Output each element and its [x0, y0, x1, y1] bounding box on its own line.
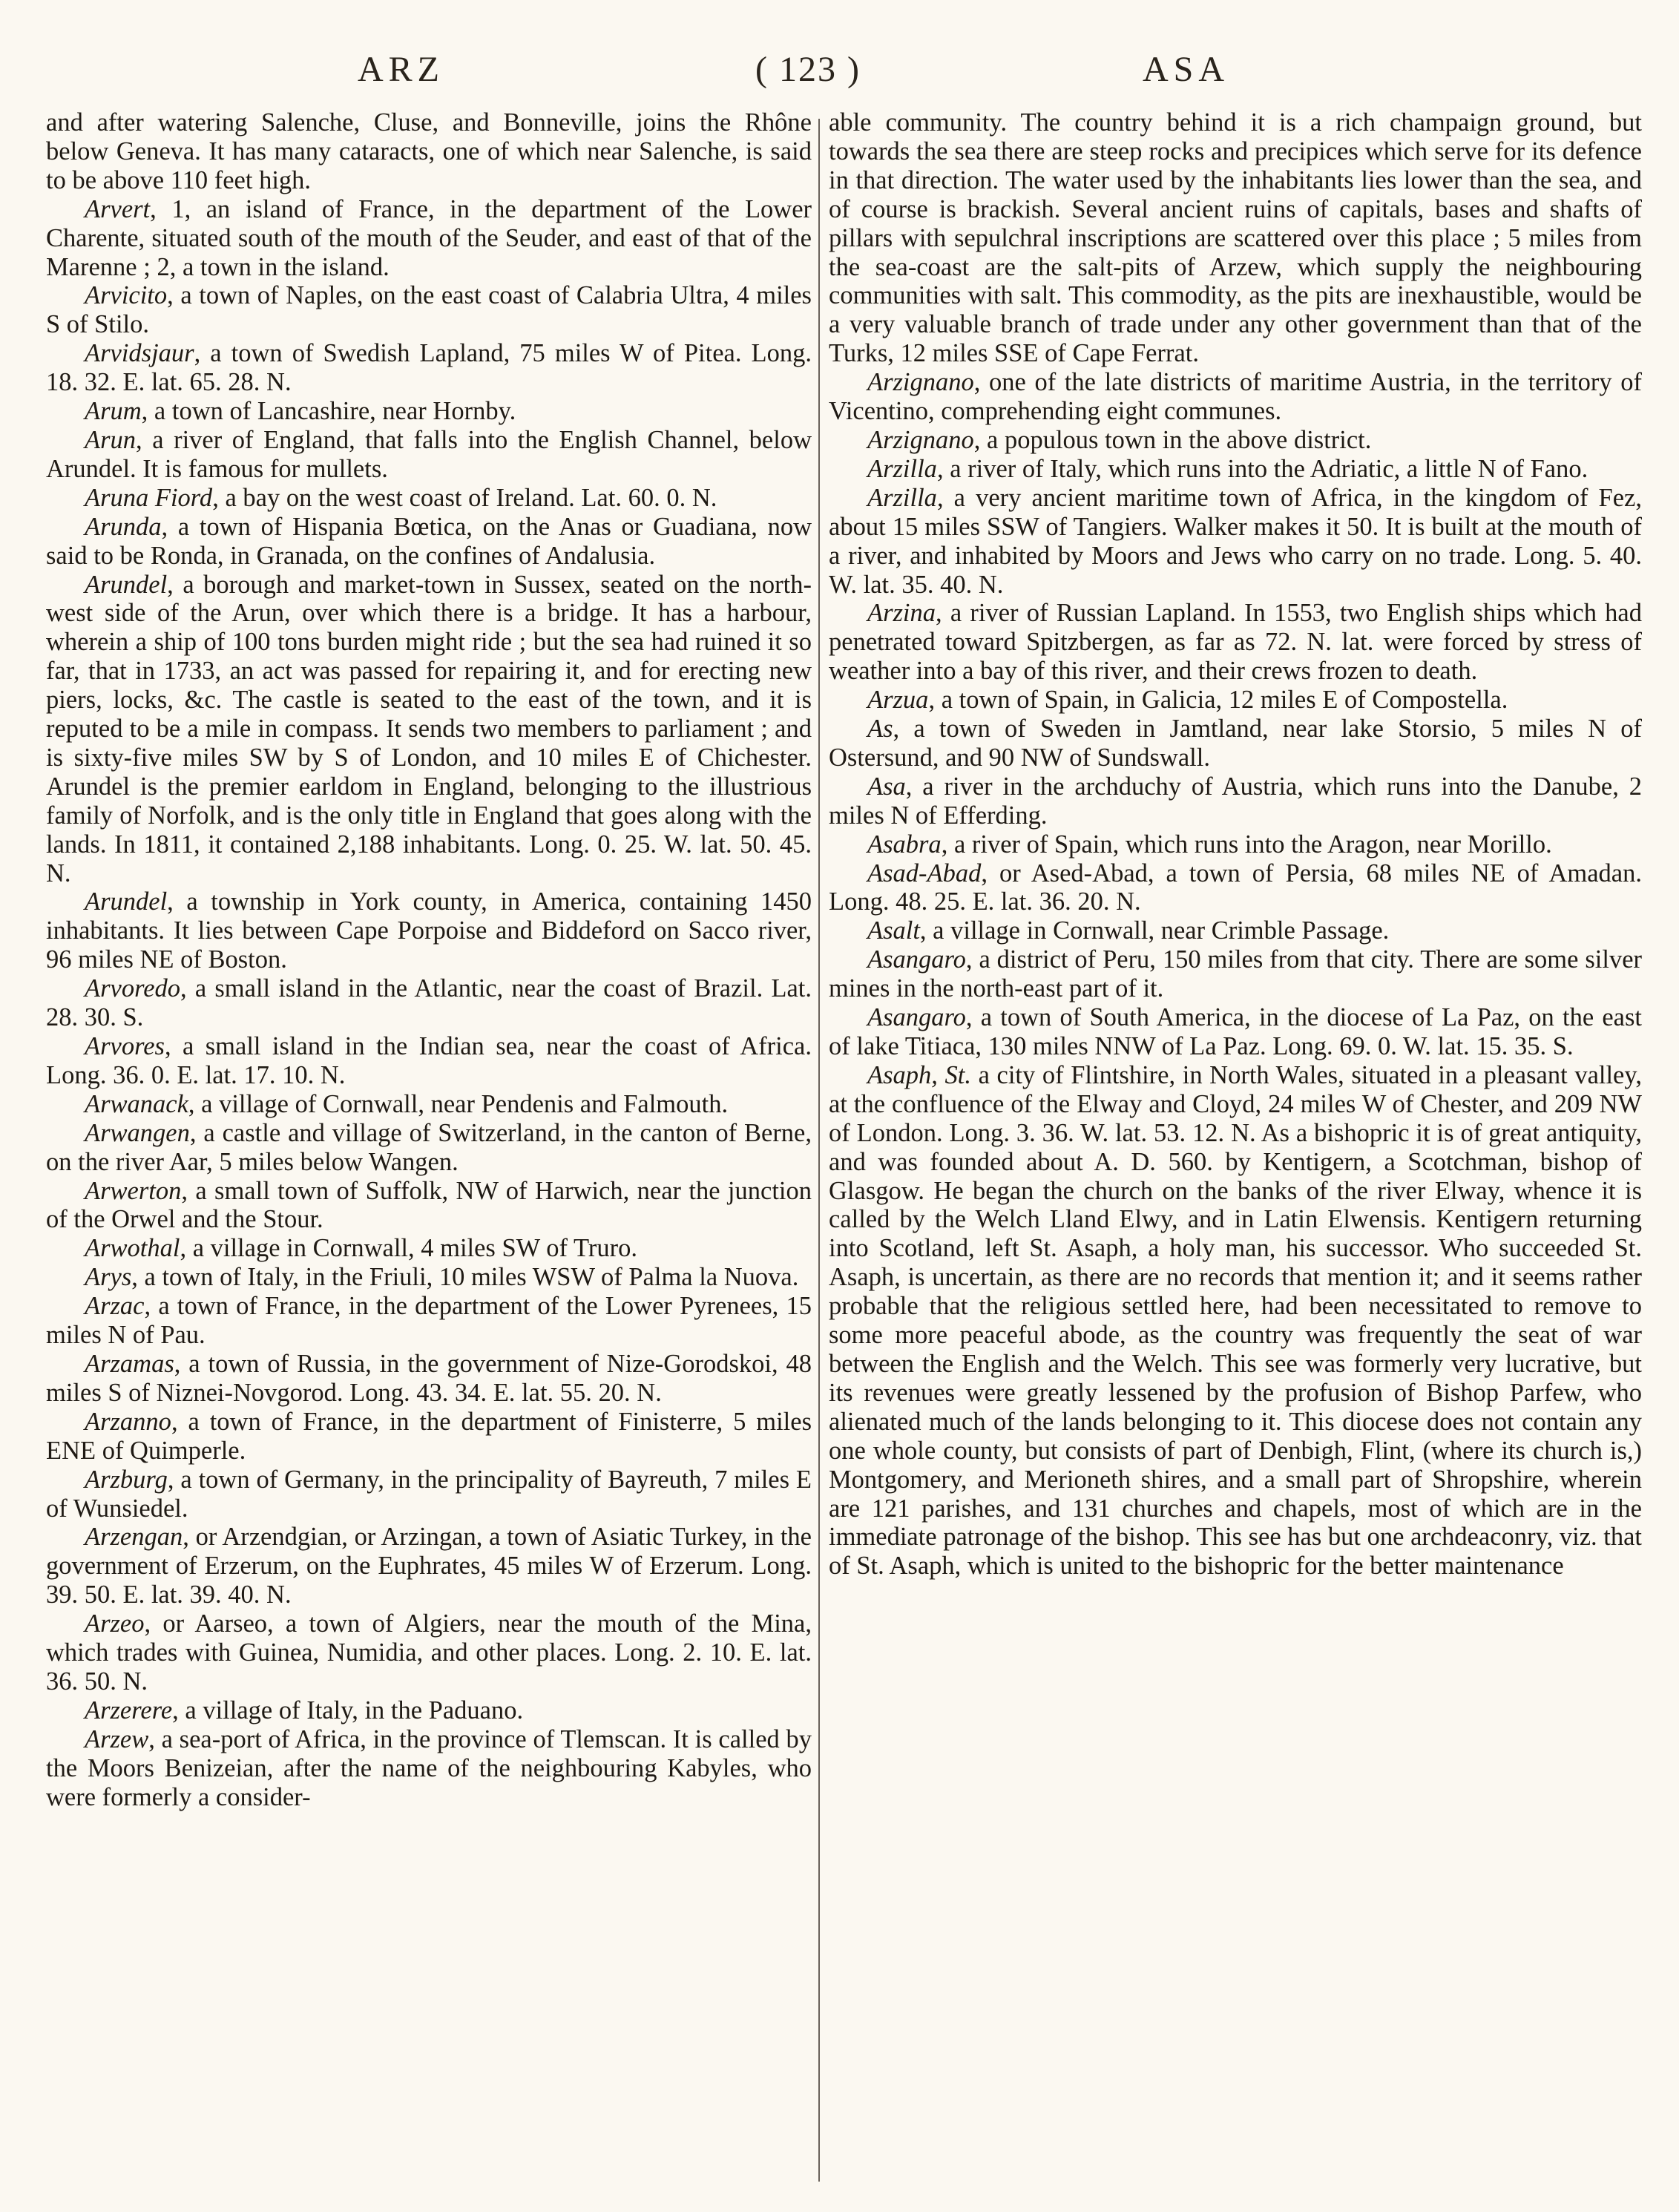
entry-text: , a town of Sweden in Jamtland, near lake Storsio, 5 miles N of Ostersund, and 90 NW of Sundswall. [829, 715, 1642, 772]
entry-text: , a town of Naples, on the east coast of Calabria Ultra, 4 miles S of Stilo. [46, 281, 812, 339]
gazetteer-entry [829, 599, 1642, 686]
gazetteer-entry [829, 484, 1642, 600]
entry-headword: Arvores [85, 1032, 165, 1060]
entry-text: , a town of Spain, in Galicia, 12 miles E of Compostella. [928, 686, 1508, 715]
gazetteer-entry [46, 571, 812, 888]
entry-headword: Asalt [867, 916, 920, 945]
entry-text: , a village of Italy, in the Paduano. [172, 1696, 524, 1724]
entry-headword: Arum [85, 397, 142, 426]
entry-headword: Asangaro [867, 1003, 966, 1032]
entry-text: , a town of Germany, in the principality of Bayreuth, 7 miles E of Wunsiedel. [46, 1465, 812, 1523]
entry-headword: Arzanno [85, 1407, 171, 1436]
entry-headword: Arwanack [85, 1089, 188, 1118]
entry-headword: Asabra [867, 830, 942, 859]
header-right-catchword: ASA [1143, 50, 1230, 89]
entry-text: , a town of France, in the department of Finisterre, 5 miles ENE of Quimperle. [46, 1407, 812, 1465]
gazetteer-entry [829, 686, 1642, 715]
gazetteer-entry [46, 426, 812, 484]
gazetteer-entry [829, 715, 1642, 772]
gazetteer-entry [829, 830, 1642, 859]
gazetteer-entry [46, 887, 812, 974]
gazetteer-entry [46, 281, 812, 339]
gazetteer-entry [46, 1119, 812, 1177]
entry-headword: As [867, 715, 893, 744]
entry-headword: Arys [85, 1263, 132, 1292]
entry-text: , a town of South America, in the diocese of La Paz, on the east of lake Titiaca, 130 miles NNW of La Paz. Long. 69. 0. W. lat. 15. 35. S. [829, 1003, 1642, 1060]
entry-text: , a small island in the Atlantic, near the coast of Brazil. Lat. 28. 30. S. [46, 974, 812, 1032]
entry-text: , a village in Cornwall, near Crimble Passage. [919, 916, 1390, 945]
gazetteer-entry [829, 1003, 1642, 1061]
entry-text: , a village of Cornwall, near Pendenis and Falmouth. [188, 1089, 729, 1118]
entry-text: and after watering Salenche, Cluse, and Bonneville, joins the Rhône below Geneva. It has many cataracts, one of which near Salenche, is said to be above 110 feet high. [46, 108, 812, 194]
entry-text: , a river of England, that falls into the English Channel, below Arundel. It is famous for mullets. [46, 425, 812, 483]
continued-text [829, 108, 1642, 368]
entry-headword: Asa [867, 772, 906, 801]
gazetteer-entry [829, 945, 1642, 1003]
continued-text [46, 108, 812, 195]
entry-headword: Arzew [85, 1724, 149, 1753]
entry-text: , a sea-port of Africa, in the province of Tlemscan. It is called by the Moors Benizeian, after the name of the neighbouring Kabyles, who were formerly a consider- [46, 1724, 812, 1811]
gazetteer-entry [829, 859, 1642, 917]
entry-text: , or Aarseo, a town of Algiers, near the mouth of the Mina, which trades with Guinea, Numidia, and other places. Long. 2. 10. E. lat. 36. 50. N. [46, 1609, 812, 1696]
gazetteer-entry [46, 1466, 812, 1523]
entry-headword: Arvidsjaur [85, 339, 194, 368]
entry-text: able community. The country behind it is a rich champaign ground, but towards the sea there are steep rocks and precipices which serve for its defence in that direction. The water used by the inhabitants lies lower than the sea, and of course is brackish. Several ancient ruins of capitals, bases and shafts of pillars with sepulchral inscriptions are scattered over this place ; 5 miles from the sea-coast are the salt-pits of Arzew, which supply the neighbouring communities with salt. This commodity, as the pits are inexhaustible, would be a very valuable branch of trade under any other government than that of the Turks, 12 miles SSE of Cape Ferrat. [829, 108, 1642, 368]
column-divider [818, 119, 820, 2182]
entry-headword: Arwangen [85, 1118, 190, 1147]
entry-text: , a township in York county, in America, containing 1450 inhabitants. It lies between Cape Porpoise and Biddeford on Sacco river, 96 miles NE of Boston. [46, 887, 812, 974]
entry-text: , a bay on the west coast of Ireland. Lat. 60. 0. N. [212, 483, 717, 512]
entry-text: , a town of Swedish Lapland, 75 miles W of Pitea. Long. 18. 32. E. lat. 65. 28. N. [46, 339, 812, 397]
gazetteer-entry [829, 916, 1642, 945]
right-column [829, 108, 1642, 1581]
entry-headword: Arzac [85, 1292, 145, 1321]
left-column [46, 108, 812, 1811]
entry-headword: Arun [85, 425, 136, 454]
entry-headword: Arzua [867, 686, 929, 715]
entry-text: , a small island in the Indian sea, near the coast of Africa. Long. 36. 0. E. lat. 17. 10. N. [46, 1032, 812, 1089]
entry-text: , a town of Italy, in the Friuli, 10 miles WSW of Palma la Nuova. [131, 1263, 799, 1292]
entry-headword: Arzburg [85, 1465, 168, 1494]
entry-headword: Arundel [85, 570, 168, 599]
gazetteer-entry [829, 1061, 1642, 1581]
gazetteer-entry [46, 513, 812, 571]
entry-headword: Arwerton [85, 1176, 182, 1205]
entry-headword: Arzeo [85, 1609, 145, 1638]
entry-headword: Aruna Fiord [85, 483, 213, 512]
entry-text: , a village in Cornwall, 4 miles SW of Truro. [180, 1234, 637, 1263]
entry-text: , a castle and village of Switzerland, in the canton of Berne, on the river Aar, 5 miles below Wangen. [46, 1118, 812, 1176]
entry-headword: Arvoredo [85, 974, 181, 1003]
entry-headword: Arzina [867, 599, 936, 628]
entry-headword: Asangaro [867, 945, 966, 974]
gazetteer-entry [829, 772, 1642, 830]
entry-text: , a very ancient maritime town of Africa, in the kingdom of Fez, about 15 miles SSW of Tangiers. Walker makes it 50. It is built at the mouth of a river, and inhabited by Moors and Jews who carry on no trade. Long. 5. 40. W. lat. 35. 40. N. [829, 483, 1642, 599]
entry-headword: Arzignano [867, 425, 974, 454]
gazetteer-entry [829, 426, 1642, 455]
entry-headword: Arzerere [85, 1696, 173, 1724]
gazetteer-entry [46, 1090, 812, 1119]
gazetteer-entry [46, 484, 812, 513]
entry-text: , a river of Russian Lapland. In 1553, two English ships which had penetrated toward Spitzbergen, as far as 72. N. lat. were forced by stress of weather into a bay of this river, and their crews frozen to death. [829, 599, 1642, 686]
gazetteer-entry [46, 1032, 812, 1090]
entry-headword: Arzamas [85, 1349, 174, 1378]
entry-headword: Arundel [85, 887, 168, 916]
running-head [0, 49, 1679, 101]
gazetteer-entry [46, 974, 812, 1032]
entry-text: , a river of Italy, which runs into the Adriatic, a little N of Fano. [936, 454, 1588, 483]
entry-headword: Arwothal [85, 1234, 180, 1263]
gazetteer-entry [829, 368, 1642, 426]
gazetteer-entry [46, 1177, 812, 1235]
entry-text: , a district of Peru, 150 miles from that city. There are some silver mines in the north-east part of it. [829, 945, 1642, 1003]
entry-headword: Asad-Abad [867, 859, 982, 887]
page-number: ( 123 ) [755, 50, 861, 89]
entry-headword: Arzilla [867, 483, 937, 512]
entry-headword: Arzengan [85, 1523, 183, 1552]
gazetteer-entry [46, 1263, 812, 1292]
gazetteer-entry [46, 195, 812, 282]
gazetteer-entry [46, 339, 812, 397]
entry-headword: Asaph, St. [867, 1060, 971, 1089]
entry-headword: Arzilla [867, 454, 937, 483]
entry-text: , a populous town in the above district. [973, 425, 1372, 454]
gazetteer-entry [46, 397, 812, 426]
entry-text: , a river in the archduchy of Austria, which runs into the Danube, 2 miles N of Efferding. [829, 772, 1642, 830]
gazetteer-entry [46, 1292, 812, 1350]
entry-headword: Arzignano [867, 368, 974, 397]
gazetteer-entry [46, 1725, 812, 1812]
gazetteer-entry [829, 455, 1642, 484]
entry-text: , a river of Spain, which runs into the Aragon, near Morillo. [941, 830, 1552, 859]
gazetteer-entry [46, 1696, 812, 1725]
entry-text: , or Arzendgian, or Arzingan, a town of Asiatic Turkey, in the government of Erzerum, on the Euphrates, 45 miles W of Erzerum. Long. 39. 50. E. lat. 39. 40. N. [46, 1523, 812, 1609]
entry-text: a city of Flintshire, in North Wales, situated in a pleasant valley, at the confluence of the Elway and Cloyd, 24 miles W of Chester, and 209 NW of London. Long. 3. 36. W. lat. 53. 12. N. As a bishopric it is of great antiquity, and was founded about A. D. 560. by Kentigern, a Scotchman, bishop of Glasgow. He began the church on the banks of the river Elway, whence it is called by the Welch Lland Elwy, and in Latin Elwensis. Kentigern returning into Scotland, left St. Asaph, a holy man, his successor. Who succeeded St. Asaph, is uncertain, as there are no records that mention it; and it seems rather probable that the religious settled here, had been necessitated to remove to some more peaceful abode, as the country was frequently the seat of war between the English and the Welch. This see was formerly very lucrative, but its revenues were greatly lessened by the profusion of Bishop Parfew, who alienated much of the lands belonging to it. This diocese does not contain any one whole county, but consists of part of Denbigh, Flint, (where its church is,) Montgomery, and Merioneth shires, and a small part of Shropshire, wherein are 121 parishes, and 131 churches and chapels, most of which are in the immediate patronage of the bishop. This see has but one archdeaconry, viz. that of St. Asaph, which is united to the bishopric for the better maintenance [829, 1060, 1642, 1581]
entry-text: , a small town of Suffolk, NW of Harwich, near the junction of the Orwel and the Stour. [46, 1176, 812, 1234]
gazetteer-entry [46, 1408, 812, 1466]
gazetteer-entry [46, 1350, 812, 1408]
entry-text: , 1, an island of France, in the department of the Lower Charente, situated south of the mouth of the Seuder, and east of that of the Marenne ; 2, a town in the island. [46, 194, 812, 281]
entry-headword: Arvert [85, 194, 151, 223]
header-left-catchword: ARZ [358, 50, 444, 89]
entry-text: , a town of France, in the department of the Lower Pyrenees, 15 miles N of Pau. [46, 1292, 812, 1350]
entry-headword: Arunda [85, 512, 162, 541]
gazetteer-entry [46, 1234, 812, 1263]
entry-text: , a borough and market-town in Sussex, seated on the north-west side of the Arun, over which there is a bridge. It has a harbour, wherein a ship of 100 tons burden might ride ; but the sea had ruined it so far, that in 1733, an act was passed for repairing it, and for erecting new piers, locks, &c. The castle is seated to the east of the town, and it is reputed to be a mile in compass. It sends two members to parliament ; and is sixty-five miles SW by S of London, and 10 miles E of Chichester. Arundel is the premier earldom in England, belonging to the illustrious family of Norfolk, and is the only title in England that goes along with the lands. In 1811, it contained 2,188 inhabitants. Long. 0. 25. W. lat. 50. 45. N. [46, 570, 812, 887]
gazetteer-entry [46, 1523, 812, 1609]
gazetteer-entry [46, 1609, 812, 1696]
entry-text: , one of the late districts of maritime Austria, in the territory of Vicentino, comprehending eight communes. [829, 368, 1642, 426]
entry-text: , a town of Hispania Bœtica, on the Anas or Guadiana, now said to be Ronda, in Granada, on the confines of Andalusia. [46, 512, 812, 570]
entry-headword: Arvicito [85, 281, 168, 310]
entry-text: , a town of Lancashire, near Hornby. [141, 397, 516, 426]
entry-text: , a town of Russia, in the government of Nize-Gorodskoi, 48 miles S of Niznei-Novgorod. Long. 43. 34. E. lat. 55. 20. N. [46, 1349, 812, 1407]
entry-text: , or Ased-Abad, a town of Persia, 68 miles NE of Amadan. Long. 48. 25. E. lat. 36. 20. N. [829, 859, 1642, 916]
